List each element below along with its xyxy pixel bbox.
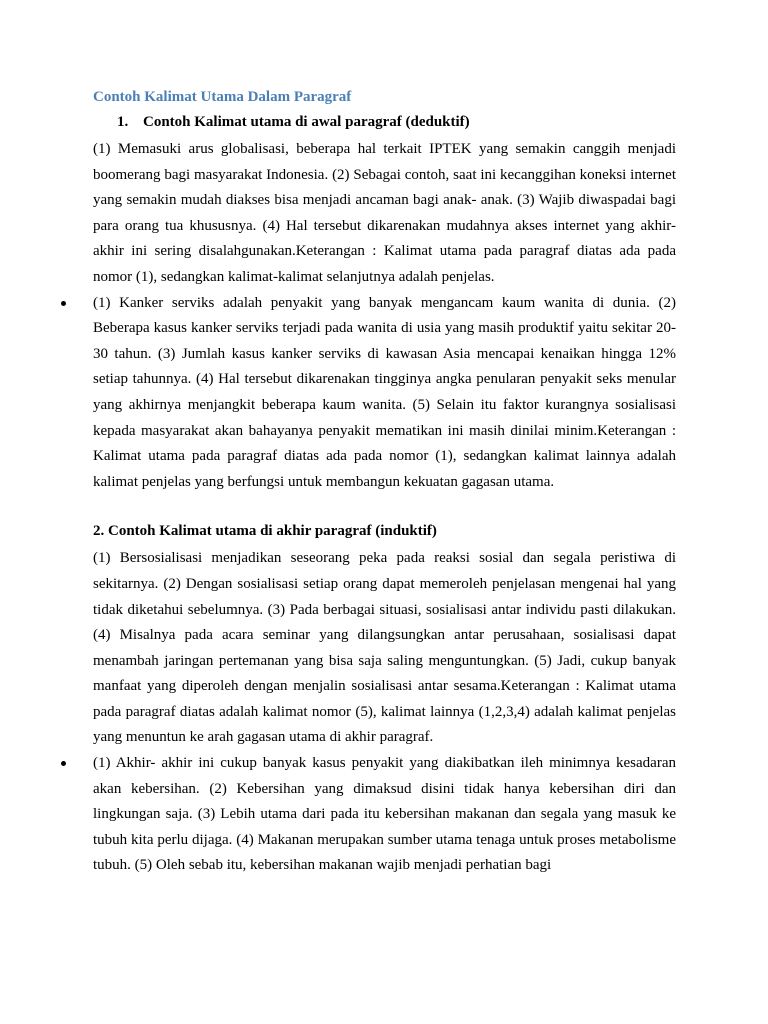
section-1-number: 1. xyxy=(117,114,129,130)
section-2-bullet-item xyxy=(93,751,676,879)
section-2-paragraph-2: (1) Akhir- akhir ini cukup banyak kasus penyakit yang diakibatkan ileh minimnya kesadaran akan kebersihan. (2) Kebersihan yang dimaksud disini tidak hanya kebersihan diri dan lingkungan saja. (3) Lebih utama dari pada itu kebersihan makanan dan segala yang masuk ke tubuh kita perlu dijaga. (4) Makanan merupakan sumber utama tenaga untuk proses metabolisme tubuh. (5) Oleh sebab itu, kebersihan makanan wajib menjadi perhatian bagi xyxy=(93,755,676,874)
section-1-bullet-item xyxy=(93,291,676,496)
section-1-heading-text: Contoh Kalimat utama di awal paragraf (deduktif) xyxy=(143,114,470,130)
bullet-icon xyxy=(61,761,66,766)
section-spacer xyxy=(93,495,676,520)
section-1-paragraph-2: (1) Kanker serviks adalah penyakit yang banyak mengancam kaum wanita di dunia. (2) Beberapa kasus kanker serviks terjadi pada wanita di usia yang masih produktif yaitu sekitar 20-30 tahun. (3) Jumlah kasus kanker serviks di kawasan Asia mencapai kenaikan hingga 12% setiap tahunnya. (4) Hal tersebut dikarenakan tingginya angka penularan penyakit seks menular yang akhirnya menjangkit beberapa kaum wanita. (5) Selain itu faktor kurangnya sosialisasi kepada masyarakat akan bahayanya penyakit mematikan ini masih dinilai minim.Keterangan : Kalimat utama pada paragraf diatas ada pada nomor (1), sedangkan kalimat lainnya adalah kalimat penjelas yang berfungsi untuk membangun kekuatan gagasan utama. xyxy=(93,294,676,490)
section-1-heading xyxy=(93,111,676,133)
section-2-heading: 2. Contoh Kalimat utama di akhir paragraf (induktif) xyxy=(93,523,437,540)
section-2-paragraph-1: (1) Bersosialisasi menjadikan seseorang peka pada reaksi sosial dan segala peristiwa di sekitarnya. (2) Dengan sosialisasi setiap orang dapat memeroleh penjelasan mengenai hal yang tidak diketahui sebelumnya. (3) Pada berbagai situasi, sosialisasi antar individu pasti dilakukan. (4) Misalnya pada acara seminar yang dilangsungkan antar perusahaan, sosialisasi dapat menambah jaringan pertemanan yang bisa saja saling menguntungkan. (5) Jadi, cukup banyak manfaat yang diperoleh dengan menjalin sosialisasi antar sesama.Keterangan : Kalimat utama pada paragraf diatas adalah kalimat nomor (5), kalimat lainnya (1,2,3,4) adalah kalimat penjelas yang menuntun ke arah gagasan utama di akhir paragraf. xyxy=(93,550,676,746)
section-1-paragraph-1: (1) Memasuki arus globalisasi, beberapa hal terkait IPTEK yang semakin canggih menjadi boomerang bagi masyarakat Indonesia. (2) Sebagai contoh, saat ini kecanggihan koneksi internet yang semakin mudah diakses bisa menjadi ancaman bagi anak- anak. (3) Wajib diwaspadai bagi para orang tua khususnya. (4) Hal tersebut dikarenakan mudahnya akses internet yang akhir- akhir ini sering disalahgunakan.Keterangan : Kalimat utama pada paragraf diatas ada pada nomor (1), sedangkan kalimat-kalimat selanjutnya adalah penjelas. xyxy=(93,141,676,285)
document-title: Contoh Kalimat Utama Dalam Paragraf xyxy=(93,89,352,105)
bullet-icon xyxy=(61,301,66,306)
